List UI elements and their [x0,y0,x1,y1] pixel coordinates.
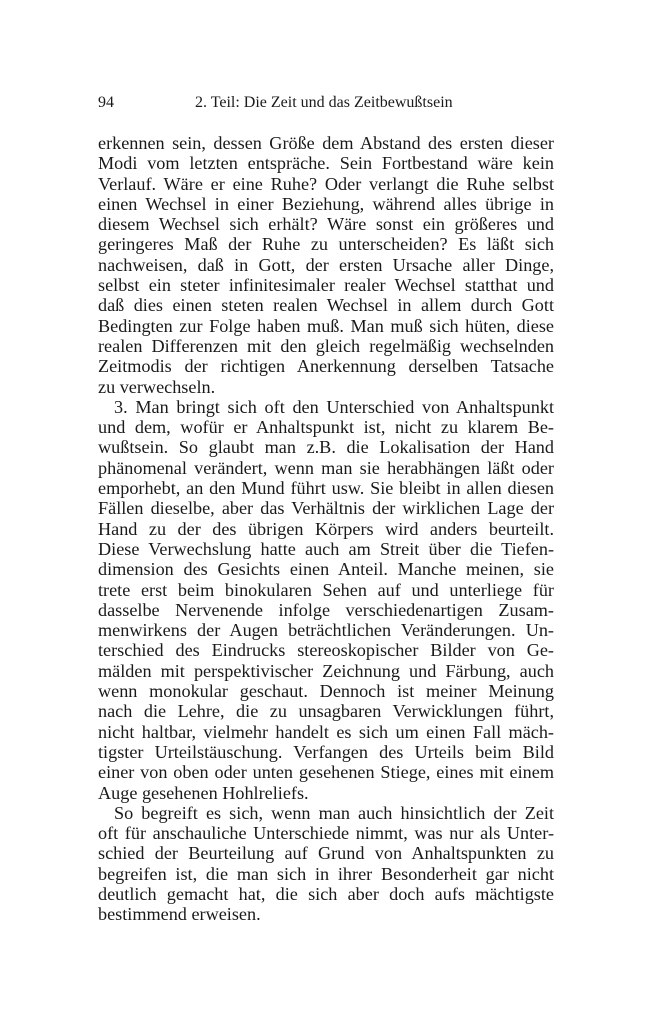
text-line: nicht haltbar, vielmehr handelt es sich um einen Fall mäch- [98,721,554,742]
text-line: geringeres Maß der Ruhe zu unterscheiden? Es läßt sich [98,234,554,255]
text-line: deutlich gemacht hat, die sich aber doch aufs mächtigste [98,883,554,904]
running-head: 2. Teil: Die Zeit und das Zeitbewußtsein [195,94,453,111]
text-line: schied der Beurteilung auf Grund von Anhaltspunkten zu [98,843,554,864]
text-line: terschied des Eindrucks stereoskopischer Bilder von Ge- [98,640,554,661]
text-line: Zeitmodis der richtigen Anerkennung derselben Tatsache [98,356,554,377]
text-line: Modi vom letzten entspräche. Sein Fortbestand wäre kein [98,153,554,174]
text-line: emporhebt, an den Mund führt usw. Sie bleibt in allen diesen [98,478,554,499]
text-line: oft für anschauliche Unterschiede nimmt, was nur als Unter- [98,823,554,844]
text-line: phänomenal verändert, wenn man sie herabhängen läßt oder [98,457,554,478]
text-line: Auge gesehenen Hohlreliefs. [98,782,309,803]
text-line: Hand zu der des übrigen Körpers wird anders beurteilt. [98,518,554,539]
text-line: und dem, wofür er Anhaltspunkt ist, nicht zu klarem Be- [98,417,554,438]
text-line: einer von oben oder unten gesehenen Stiege, eines mit einem [98,762,554,783]
text-line: dimension des Gesichts einen Anteil. Manche meinen, sie [98,559,554,580]
text-line: 3. Man bringt sich oft den Unterschied von Anhaltspunkt [114,396,554,417]
text-line: selbst ein steter infinitesimaler realer Wechsel statthat und [98,275,554,296]
text-line: nach die Lehre, die zu unsagbaren Verwicklungen führt, [98,701,554,722]
text-line: So begreift es sich, wenn man auch hinsichtlich der Zeit [114,802,554,823]
body-text [98,133,554,925]
page-header [98,94,555,116]
text-line: menwirkens der Augen beträchtlichen Veränderungen. Un- [98,620,554,641]
text-line: wußtsein. So glaubt man z.B. die Lokalisation der Hand [98,437,554,458]
page-number: 94 [98,94,114,111]
text-line: wenn monokular geschaut. Dennoch ist meiner Meinung [98,681,554,702]
text-line: zu verwechseln. [98,376,216,397]
text-line: einen Wechsel in einer Beziehung, während alles übrige in [98,193,554,214]
text-line: Bedingten zur Folge haben muß. Man muß sich hüten, diese [98,315,554,336]
text-line: realen Differenzen mit den gleich regelmäßig wechselnden [98,335,554,356]
text-line: bestimmend erweisen. [98,904,261,925]
text-line: trete erst beim binokularen Sehen auf und unterliege für [98,579,554,600]
text-line: nachweisen, daß in Gott, der ersten Ursache aller Dinge, [98,254,554,275]
text-line: erkennen sein, dessen Größe dem Abstand des ersten dieser [98,133,554,153]
text-line: Fällen dieselbe, aber das Verhältnis der wirklichen Lage der [98,498,554,519]
text-line: Verlauf. Wäre er eine Ruhe? Oder verlangt die Ruhe selbst [98,173,554,194]
text-line: daß dies einen steten realen Wechsel in allem durch Gott [98,295,554,316]
text-line: dasselbe Nervenende infolge verschiedenartigen Zusam- [98,599,554,620]
text-line: mälden mit perspektivischer Zeichnung und Färbung, auch [98,660,554,681]
text-line: diesem Wechsel sich erhält? Wäre sonst ein größeres und [98,214,554,235]
text-line: Diese Verwechslung hatte auch am Streit über die Tiefen- [98,538,554,559]
text-line: tigster Urteilstäuschung. Verfangen des Urteils beim Bild [98,741,554,762]
text-line: begreifen ist, die man sich in ihrer Besonderheit gar nicht [98,863,554,884]
